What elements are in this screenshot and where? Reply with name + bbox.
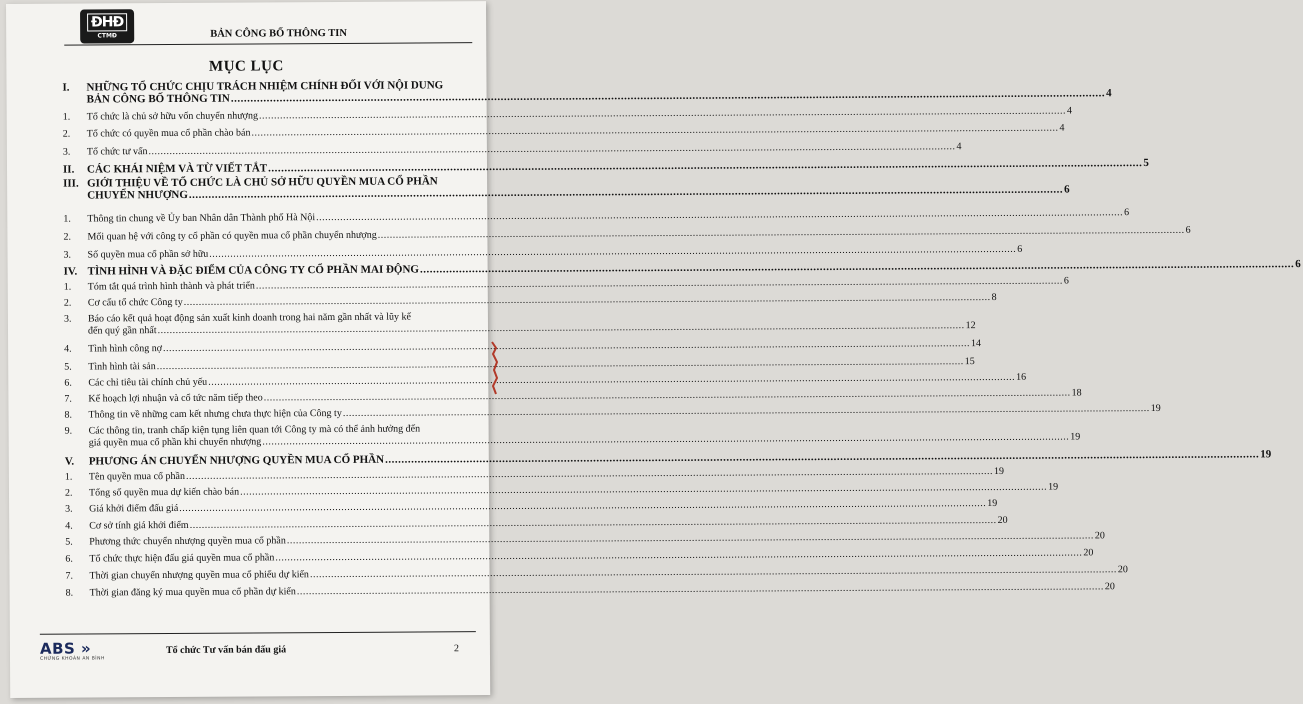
toc-page-number: 20 (997, 514, 1008, 526)
toc-number: II. (62, 163, 75, 176)
toc-number: 2. (63, 231, 71, 243)
toc-section[interactable] (64, 448, 1272, 468)
toc-entry[interactable] (63, 311, 976, 337)
toc-text: NHỮNG TỔ CHỨC CHỊU TRÁCH NHIỆM CHÍNH ĐỐI VỚI NỘI DUNG (86, 79, 444, 94)
toc-entry[interactable] (65, 497, 998, 515)
toc-leader-dots (240, 482, 1047, 499)
toc-text: Cơ cấu tổ chức Công ty (87, 296, 183, 309)
toc-page-number: 15 (964, 356, 975, 368)
toc-section[interactable] (62, 79, 1112, 106)
toc-number: 1. (64, 471, 73, 483)
toc-entry[interactable] (64, 387, 1082, 405)
toc-entry[interactable] (65, 514, 1008, 532)
toc-text: Tình hình tài sản (88, 361, 156, 373)
toc-number: 4. (65, 520, 73, 532)
toc-entry[interactable] (63, 275, 1069, 293)
toc-leader-dots (385, 448, 1259, 465)
toc-text: Thông tin về những cam kết nhưng chưa thực hiện của Công ty (88, 407, 342, 421)
toc-number: 2. (63, 297, 72, 309)
toc-entry[interactable] (64, 402, 1161, 421)
toc-page-number: 16 (1016, 371, 1027, 383)
abs-logo (40, 639, 105, 661)
toc-text: Thông tin chung về Ủy ban Nhân dân Thành phố Hà Nội (87, 212, 316, 225)
toc-leader-dots (148, 141, 955, 158)
toc-page-number: 6 (1295, 258, 1301, 271)
toc-leader-dots (420, 258, 1294, 275)
toc-body (86, 122, 1065, 140)
logo-text: CTMĐ (97, 32, 117, 40)
toc-page-number: 4 (1106, 87, 1112, 100)
toc-text: đến quý gần nhất (87, 325, 157, 337)
toc-text: Phương thức chuyển nhượng quyền mua cổ phần (89, 535, 286, 548)
toc-body (87, 258, 1301, 278)
footer-text: Tổ chức Tư vấn bán đấu giá (165, 644, 287, 657)
toc-entry[interactable] (65, 530, 1105, 548)
toc-body (88, 465, 1005, 483)
toc-text: Mối quan hệ với công ty cổ phần có quyền mua cổ phần chuyển nhượng (87, 229, 377, 243)
toc-leader-dots (316, 207, 1123, 224)
toc-entry[interactable] (65, 564, 1128, 582)
toc-text: Tổ chức có quyền mua cổ phần chào bán (86, 127, 251, 140)
toc-number: 8. (65, 587, 74, 599)
toc-body (89, 497, 998, 515)
toc-number: 9. (64, 425, 73, 437)
toc-number: 3. (65, 503, 73, 515)
toc-number: 3. (63, 249, 72, 261)
toc-body (87, 243, 1023, 261)
toc-leader-dots (256, 276, 1063, 293)
toc-number: 6. (64, 377, 72, 389)
toc-entry[interactable] (62, 141, 962, 158)
toc-entry[interactable] (62, 122, 1065, 140)
header-title: BẢN CÔNG BỐ THÔNG TIN (210, 27, 347, 40)
toc-entry[interactable] (64, 371, 1027, 389)
toc-text: Tổ chức tư vấn (86, 146, 148, 158)
toc-body (87, 224, 1191, 243)
toc-section[interactable] (62, 157, 1149, 176)
toc-page-number: 6 (1017, 243, 1023, 255)
toc-entry[interactable] (64, 356, 975, 373)
toc-page-number: 19 (993, 465, 1005, 477)
toc-entry[interactable] (63, 224, 1191, 243)
side-stamp-mark (488, 340, 500, 400)
toc-number: 1. (63, 213, 71, 225)
toc-text: Cơ sở tính giá khởi điểm (89, 519, 189, 532)
toc-text: Tên quyền mua cổ phần (88, 470, 186, 483)
toc-number: 2. (64, 487, 73, 499)
toc-leader-dots (208, 372, 1015, 389)
abs-logo-name: ABS (39, 639, 76, 658)
toc-entry[interactable] (62, 105, 1072, 123)
toc-text: GIỚI THIỆU VỀ TỔ CHỨC LÀ CHỦ SỞ HỮU QUYỀN MUA CỔ PHẦN (87, 175, 438, 190)
toc-number: I. (62, 81, 70, 94)
toc-body (86, 105, 1072, 123)
toc-text: TÌNH HÌNH VÀ ĐẶC ĐIỂM CỦA CÔNG TY CỔ PHẦN MAI ĐỘNG (87, 263, 420, 278)
toc-page-number: 6 (1124, 207, 1130, 219)
toc-number: V. (64, 455, 75, 468)
toc-body (86, 141, 962, 158)
toc-page-number: 19 (987, 497, 998, 510)
toc-page-number: 4 (956, 141, 962, 153)
toc-leader-dots (275, 547, 1082, 564)
page-number: 2 (453, 643, 459, 655)
logo-mark: ĐHĐ (87, 13, 127, 31)
toc-page-number: 4 (1059, 122, 1065, 134)
toc-text: Thời gian đăng ký mua quyền mua cổ phần dự kiến (89, 586, 296, 599)
toc-number: III. (63, 177, 79, 190)
toc-leader-dots (378, 225, 1185, 242)
toc-number: 4. (64, 343, 72, 355)
toc-text: Giá khởi điểm đấu giá (89, 502, 179, 515)
toc-page-number: 6 (1063, 275, 1069, 287)
toc-leader-dots (343, 403, 1150, 420)
toc-body (88, 402, 1161, 421)
toc-leader-dots (186, 466, 993, 483)
toc-body (87, 291, 997, 309)
toc-leader-dots (184, 292, 991, 309)
toc-body (86, 76, 1112, 106)
toc-body (87, 308, 976, 337)
toc-page-number: 20 (1083, 547, 1094, 559)
toc-entry[interactable] (64, 423, 1081, 449)
toc-leader-dots (190, 515, 997, 532)
company-logo (80, 9, 134, 43)
toc-text: Tóm tắt quá trình hình thành và phát triển (87, 280, 255, 293)
toc-leader-dots (157, 356, 964, 373)
toc-page-number: 20 (1104, 581, 1115, 593)
toc-number: 3. (63, 313, 72, 325)
toc-body (88, 371, 1027, 389)
toc-body (88, 356, 975, 373)
toc-text: Các thông tin, tranh chấp kiện tụng liên quan tới Công ty mà có thể ảnh hưởng đến (88, 423, 421, 437)
toc-text: giá quyền mua cổ phần khi chuyển nhượng (88, 436, 262, 449)
toc-page-number: 19 (1260, 448, 1272, 461)
toc-body (87, 275, 1069, 293)
toc-body (89, 514, 1008, 532)
toc-title: MỤC LỤC (208, 58, 284, 75)
toc-text: CHUYỂN NHƯỢNG (87, 188, 188, 202)
toc-text: Tổ chức thực hiện đấu giá quyền mua cổ phần (89, 552, 275, 565)
toc-text: Số quyền mua cổ phần sở hữu (87, 248, 209, 261)
toc-page-number: 5 (1143, 157, 1149, 170)
toc-text: PHƯƠNG ÁN CHUYỂN NHƯỢNG QUYỀN MUA CỔ PHẦN (88, 453, 385, 468)
toc-leader-dots (310, 564, 1117, 581)
toc-leader-dots (297, 581, 1104, 598)
table-of-contents (62, 79, 1301, 599)
toc-number: 3. (62, 146, 71, 158)
toc-text: Thời gian chuyển nhượng quyền mua cổ phiếu dự kiến (89, 569, 309, 582)
toc-leader-dots (259, 106, 1066, 123)
toc-leader-dots (264, 388, 1071, 405)
toc-page-number: 4 (1066, 105, 1072, 117)
toc-page-number: 8 (991, 291, 997, 303)
toc-body (89, 547, 1094, 565)
toc-body (87, 207, 1130, 225)
toc-page-number: 20 (1094, 530, 1105, 542)
toc-page-number: 20 (1117, 564, 1128, 576)
toc-leader-dots (209, 244, 1016, 261)
toc-number: 2. (62, 128, 71, 140)
toc-page-number: 6 (1185, 224, 1191, 236)
toc-number: 5. (64, 361, 72, 373)
abs-logo-sub: CHỨNG KHOÁN AN BÌNH (39, 656, 105, 662)
toc-entry[interactable] (63, 243, 1023, 261)
toc-text: CÁC KHÁI NIỆM VÀ TỪ VIẾT TẮT (86, 162, 268, 176)
toc-entry[interactable] (64, 338, 982, 355)
toc-entry[interactable] (63, 207, 1130, 225)
toc-number: IV. (63, 265, 78, 278)
toc-body (88, 481, 1059, 499)
toc-body (89, 564, 1128, 582)
toc-leader-dots (163, 338, 970, 355)
toc-body (89, 530, 1105, 548)
toc-number: 1. (62, 111, 71, 123)
toc-body (88, 420, 1081, 449)
toc-text: Tổ chức là chủ sở hữu vốn chuyển nhượng (86, 110, 258, 123)
toc-number: 6. (65, 553, 73, 565)
toc-entry[interactable] (64, 481, 1059, 499)
toc-page-number: 14 (970, 338, 982, 350)
toc-body (88, 448, 1272, 468)
toc-entry[interactable] (65, 581, 1115, 599)
toc-body (89, 581, 1115, 599)
toc-text: Các chỉ tiêu tài chính chủ yếu (88, 376, 208, 389)
toc-number: 5. (65, 536, 73, 548)
toc-entry[interactable] (64, 465, 1005, 483)
toc-leader-dots (179, 498, 986, 515)
toc-text: Kế hoạch lợi nhuận và cổ tức năm tiếp theo (88, 392, 263, 405)
toc-text: Báo cáo kết quả hoạt động sản xuất kinh doanh trong hai năm gần nhất và lũy kế (87, 311, 411, 325)
toc-body (87, 172, 1070, 202)
toc-text: BẢN CÔNG BỐ THÔNG TIN (86, 92, 230, 106)
toc-text: Tổng số quyền mua dự kiến chào bán (88, 486, 240, 499)
toc-page-number: 6 (1064, 183, 1070, 196)
toc-page-number: 12 (965, 320, 976, 332)
document-page (6, 1, 1301, 698)
toc-leader-dots (287, 530, 1094, 547)
toc-text: Tình hình công nợ (88, 343, 163, 355)
toc-body (88, 387, 1082, 405)
toc-body (88, 338, 982, 355)
toc-number: 7. (65, 570, 74, 582)
toc-entry[interactable] (63, 291, 997, 309)
toc-entry[interactable] (65, 547, 1094, 565)
toc-page-number: 19 (1070, 431, 1081, 443)
toc-section[interactable] (63, 258, 1301, 278)
toc-page-number: 18 (1071, 387, 1082, 399)
toc-page-number: 19 (1150, 402, 1161, 415)
toc-page-number: 19 (1048, 481, 1059, 493)
toc-number: 8. (64, 409, 73, 421)
toc-number: 7. (64, 393, 72, 405)
footer-divider (40, 631, 476, 635)
toc-leader-dots (251, 123, 1058, 140)
toc-number: 1. (63, 281, 72, 293)
toc-section[interactable] (63, 175, 1070, 202)
chevron-right-icon: » (75, 639, 92, 658)
